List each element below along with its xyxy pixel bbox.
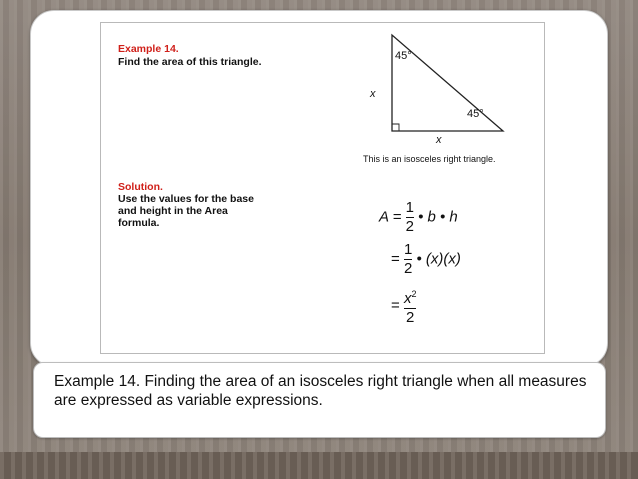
x-times-x: • (x)(x) <box>416 250 461 268</box>
fraction-denominator: 2 <box>403 260 413 277</box>
solution-heading: Solution. <box>118 181 163 193</box>
fraction-numerator: 1 <box>405 199 414 216</box>
bottom-angle-label: 45° <box>467 108 484 120</box>
example-heading: Example 14. <box>118 43 179 55</box>
top-angle-label: 45° <box>395 50 412 62</box>
solution-line: Use the values for the base <box>118 193 254 205</box>
fraction-numerator <box>404 286 417 307</box>
formula-line-2 <box>391 242 461 277</box>
example-frame <box>100 22 545 354</box>
formula-line-3 <box>391 286 416 326</box>
x-squared-over-two <box>404 286 417 326</box>
side-label: x <box>370 88 376 100</box>
fraction-numerator: 1 <box>403 241 413 258</box>
x-variable: x <box>403 290 412 307</box>
fraction-denominator: 2 <box>405 218 414 235</box>
solution-text <box>118 193 254 229</box>
b-times-h: • b • h <box>418 208 458 226</box>
equals-sign: = <box>391 296 400 314</box>
equals-sign: = <box>391 250 400 268</box>
caption-text: Example 14. Finding the area of an isosceles right triangle when all measures are expressed as variable expressions. <box>54 373 587 409</box>
wood-floor-strip <box>0 452 638 479</box>
formula-line-1 <box>379 200 458 235</box>
example-prompt: Find the area of this triangle. <box>118 56 262 68</box>
one-half-fraction <box>404 242 412 277</box>
fraction-denominator: 2 <box>406 309 415 326</box>
solution-line: and height in the Area <box>118 205 228 217</box>
triangle-note: This is an isosceles right triangle. <box>363 154 496 164</box>
caption-box <box>33 362 606 438</box>
right-angle-marker <box>392 124 399 131</box>
right-triangle-diagram <box>381 31 511 143</box>
area-lhs: A = <box>379 208 402 226</box>
base-label: x <box>436 134 442 146</box>
one-half-fraction <box>406 200 414 235</box>
exponent: 2 <box>411 289 417 299</box>
solution-line: formula. <box>118 217 160 229</box>
